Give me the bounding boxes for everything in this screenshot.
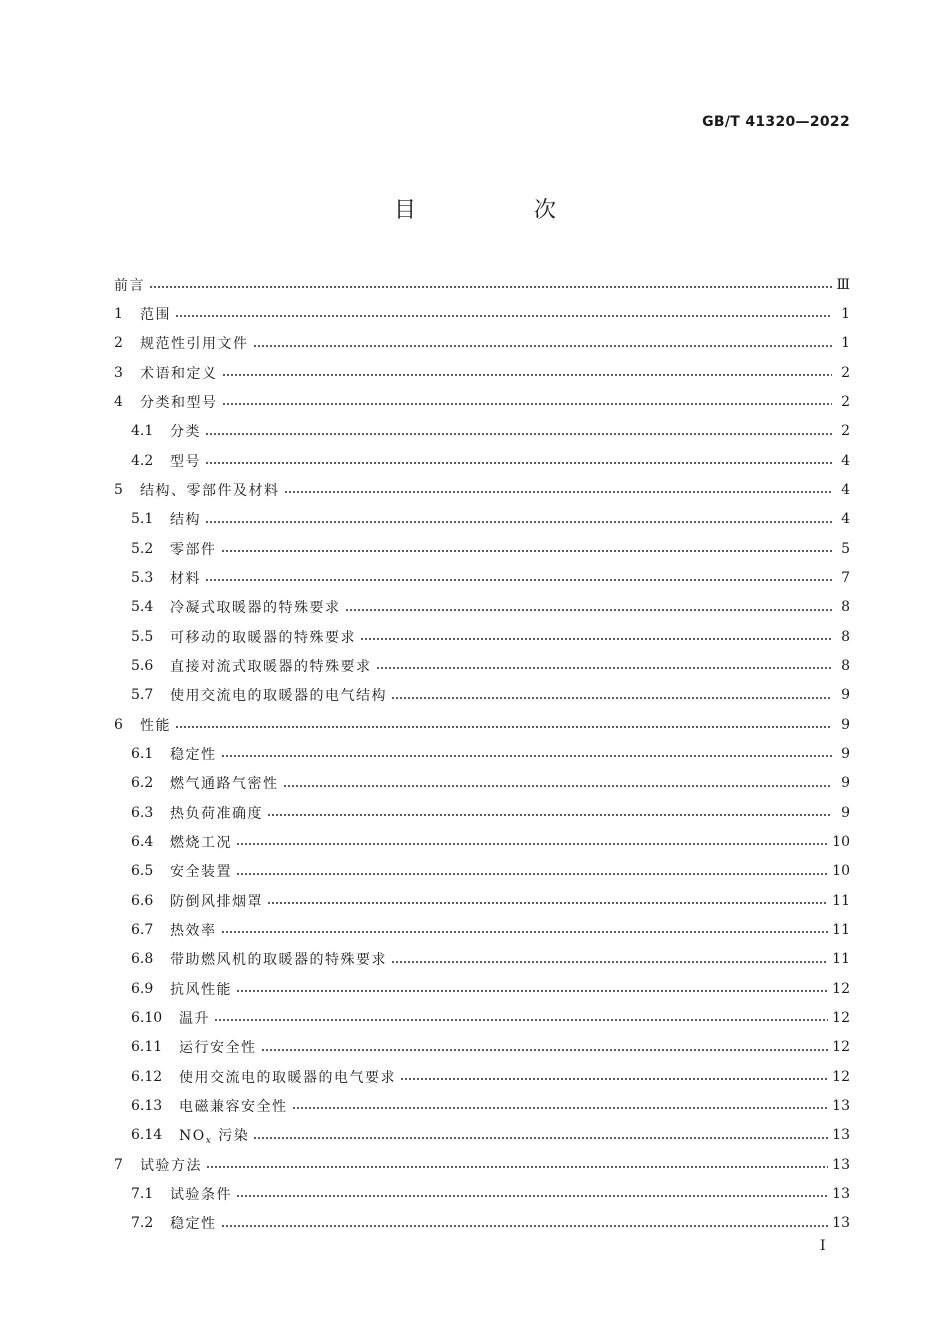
toc-leader-dots <box>205 433 832 435</box>
toc-leader-dots <box>221 1225 829 1227</box>
toc-entry-label-text: 结构 <box>170 512 201 529</box>
toc-leader-dots <box>214 1019 828 1021</box>
toc-entry[interactable] <box>114 563 850 592</box>
toc-entry[interactable] <box>114 417 850 446</box>
toc-entry-page: 13 <box>832 1156 850 1173</box>
toc-entry-label <box>170 568 201 588</box>
toc-entry-label-text: 稳定性 <box>170 1216 217 1233</box>
toc-entry[interactable] <box>114 974 850 1003</box>
toc-entry-page: 11 <box>832 921 850 938</box>
toc-entry-label-text: 稳定性 <box>170 746 217 763</box>
toc-entry-label <box>179 1125 249 1146</box>
toc-entry-label-text: 燃烧工况 <box>170 834 232 851</box>
toc-entry-page: 2 <box>841 393 850 410</box>
toc-entry-number: 5.7 <box>131 687 154 704</box>
toc-entry-label <box>170 539 217 559</box>
toc-entry-number: 2 <box>114 335 123 352</box>
toc-leader-dots <box>345 609 833 611</box>
toc-entry-label <box>179 1067 396 1087</box>
toc-entry-label-text: 试验条件 <box>170 1186 232 1203</box>
toc-entry-label <box>140 392 218 412</box>
toc-leader-dots <box>267 902 828 904</box>
toc-entry-page: 11 <box>832 951 850 968</box>
toc-leader-dots <box>292 1107 829 1109</box>
toc-leader-dots <box>236 990 828 992</box>
toc-entry[interactable] <box>114 505 850 534</box>
toc-entry[interactable] <box>114 358 850 387</box>
toc-entry[interactable] <box>114 1033 850 1062</box>
toc-entry-number: 6 <box>114 716 123 733</box>
toc-entry-label <box>170 891 263 911</box>
toc-entry-page: 8 <box>841 657 850 674</box>
toc-entry-label <box>170 861 232 881</box>
toc-entry-label-subscript: x <box>205 1135 213 1146</box>
toc-entry-label-suffix: 污染 <box>212 1127 250 1144</box>
toc-entry-number: 7.1 <box>131 1185 154 1202</box>
toc-entry-label <box>179 1096 288 1116</box>
toc-entry-label-text: 可移动的取暖器的特殊要求 <box>170 629 356 646</box>
toc-entry-label <box>140 304 171 324</box>
toc-entry-page: 10 <box>832 833 850 850</box>
toc-leader-dots <box>253 1137 828 1139</box>
toc-entry-page: 13 <box>832 1185 850 1202</box>
toc-entry-page: 1 <box>841 305 850 322</box>
toc-entry-number: 6.13 <box>131 1097 163 1114</box>
toc-entry-label <box>179 1008 210 1028</box>
toc-leader-dots <box>376 667 833 669</box>
toc-entry-number: 6.5 <box>131 863 154 880</box>
toc-leader-dots <box>222 374 833 376</box>
toc-entry[interactable] <box>114 1209 850 1238</box>
toc-entry[interactable] <box>114 710 850 739</box>
toc-entry-number: 5.4 <box>131 599 154 616</box>
toc-leader-dots <box>261 1049 829 1051</box>
toc-leader-dots <box>360 638 832 640</box>
toc-entry[interactable] <box>114 387 850 416</box>
toc-entry-page: 4 <box>841 511 850 528</box>
toc-entry-label-text: 防倒风排烟罩 <box>170 893 263 910</box>
toc-entry-label <box>170 920 217 940</box>
toc-leader-dots <box>236 843 828 845</box>
toc-entry[interactable] <box>114 1003 850 1032</box>
toc-entry-label-text: 电磁兼容安全性 <box>179 1098 288 1115</box>
toc-entry-label-text: 前言 <box>114 277 145 294</box>
toc-entry-label <box>170 803 263 823</box>
toc-entry-label-text: 抗风性能 <box>170 981 232 998</box>
toc-entry-number: 6.9 <box>131 980 154 997</box>
toc-entry[interactable] <box>114 1091 850 1120</box>
toc-entry-page: 12 <box>832 1039 850 1056</box>
toc-entry-label-text: 性能 <box>140 717 171 734</box>
toc-leader-dots <box>236 1195 828 1197</box>
toc-entry-page: 13 <box>832 1097 850 1114</box>
toc-leader-dots <box>205 462 832 464</box>
toc-leader-dots <box>221 755 833 757</box>
toc-entry-page: 1 <box>841 335 850 352</box>
toc-entry-label <box>170 685 387 705</box>
toc-entry-number: 5 <box>114 481 123 498</box>
toc-entry-page: 9 <box>841 775 850 792</box>
page-title: 目 次 <box>393 198 604 223</box>
toc-entry-number: 6.12 <box>131 1068 163 1085</box>
toc-leader-dots <box>206 1166 828 1168</box>
toc-entry-label-text: 冷凝式取暖器的特殊要求 <box>170 600 341 617</box>
table-of-contents <box>114 270 850 1238</box>
toc-entry-page: Ⅲ <box>836 276 850 293</box>
toc-leader-dots <box>205 579 832 581</box>
toc-entry-page: 2 <box>841 364 850 381</box>
toc-entry-number: 6.2 <box>131 775 154 792</box>
toc-entry-number: 7.2 <box>131 1215 154 1232</box>
toc-entry-label-text: 燃气通路气密性 <box>170 776 279 793</box>
toc-leader-dots <box>221 550 833 552</box>
page-number: I <box>820 1238 826 1254</box>
toc-entry-label <box>170 509 201 529</box>
toc-entry-label-text: 型号 <box>170 453 201 470</box>
toc-entry-label <box>170 744 217 764</box>
toc-entry[interactable] <box>114 534 850 563</box>
toc-entry-page: 9 <box>841 804 850 821</box>
toc-entry-number: 5.6 <box>131 657 154 674</box>
toc-entry-number: 6.3 <box>131 804 154 821</box>
toc-entry-number: 4.2 <box>131 452 154 469</box>
toc-entry-number: 6.11 <box>131 1039 163 1056</box>
toc-entry[interactable] <box>114 622 850 651</box>
toc-entry-label <box>170 597 341 617</box>
toc-entry-number: 5.5 <box>131 628 154 645</box>
toc-leader-dots <box>391 697 832 699</box>
toc-leader-dots <box>400 1078 828 1080</box>
toc-entry-label <box>114 275 145 295</box>
toc-entry-label-text: 热效率 <box>170 922 217 939</box>
toc-entry-page: 5 <box>841 540 850 557</box>
toc-entry[interactable] <box>114 329 850 358</box>
toc-leader-dots <box>253 345 833 347</box>
toc-leader-dots <box>175 726 832 728</box>
toc-entry-number: 5.1 <box>131 511 154 528</box>
toc-entry-label-text: 规范性引用文件 <box>140 336 249 353</box>
toc-entry-number: 4 <box>114 393 123 410</box>
toc-leader-dots <box>391 961 828 963</box>
toc-entry-number: 7 <box>114 1156 123 1173</box>
toc-entry-label-text: 使用交流电的取暖器的电气要求 <box>179 1069 396 1086</box>
toc-entry-label-text: 范围 <box>140 306 171 323</box>
toc-entry[interactable] <box>114 270 850 299</box>
toc-entry-number: 6.6 <box>131 892 154 909</box>
toc-entry[interactable] <box>114 886 850 915</box>
toc-entry-label-text: 使用交流电的取暖器的电气结构 <box>170 688 387 705</box>
toc-entry-label-text: 热负荷准确度 <box>170 805 263 822</box>
toc-entry-number: 5.2 <box>131 540 154 557</box>
toc-entry-label <box>170 627 356 647</box>
toc-entry-page: 10 <box>832 863 850 880</box>
toc-entry-page: 13 <box>832 1127 850 1144</box>
toc-entry[interactable] <box>114 827 850 856</box>
toc-entry-label <box>140 1155 202 1175</box>
toc-entry-label-text: 温升 <box>179 1010 210 1027</box>
toc-entry-label <box>170 1184 232 1204</box>
toc-entry-label <box>170 1213 217 1233</box>
toc-entry-label <box>170 773 279 793</box>
toc-entry-number: 6.14 <box>131 1127 163 1144</box>
toc-entry[interactable] <box>114 681 850 710</box>
toc-entry-number: 6.1 <box>131 745 154 762</box>
toc-entry-label-text: 结构、零部件及材料 <box>140 482 280 499</box>
toc-entry-label <box>170 451 201 471</box>
toc-entry[interactable] <box>114 798 850 827</box>
toc-entry[interactable] <box>114 651 850 680</box>
toc-entry-page: 9 <box>841 745 850 762</box>
toc-entry-label-text: 零部件 <box>170 541 217 558</box>
toc-entry-number: 1 <box>114 305 123 322</box>
toc-entry-page: 8 <box>841 628 850 645</box>
toc-entry-label <box>140 715 171 735</box>
toc-entry-number: 5.3 <box>131 569 154 586</box>
toc-leader-dots <box>283 785 833 787</box>
toc-entry-label-text: 材料 <box>170 570 201 587</box>
toc-entry-page: 4 <box>841 452 850 469</box>
toc-entry-label <box>170 979 232 999</box>
toc-entry[interactable] <box>114 446 850 475</box>
toc-leader-dots <box>236 873 828 875</box>
toc-leader-dots <box>175 315 832 317</box>
toc-entry-label <box>170 949 387 969</box>
toc-entry-page: 12 <box>832 1009 850 1026</box>
toc-leader-dots <box>205 521 832 523</box>
toc-entry[interactable] <box>114 593 850 622</box>
toc-entry-label <box>179 1037 257 1057</box>
toc-entry-page: 2 <box>841 423 850 440</box>
toc-entry-number: 3 <box>114 364 123 381</box>
toc-entry[interactable] <box>114 1062 850 1091</box>
toc-entry-label-text: 运行安全性 <box>179 1040 257 1057</box>
toc-entry-label-text: 试验方法 <box>140 1157 202 1174</box>
toc-leader-dots <box>222 403 833 405</box>
toc-entry-label-text: 分类 <box>170 424 201 441</box>
toc-entry-number: 4.1 <box>131 423 154 440</box>
toc-entry-number: 6.7 <box>131 921 154 938</box>
toc-entry[interactable] <box>114 299 850 328</box>
toc-entry-page: 13 <box>832 1215 850 1232</box>
toc-entry-label <box>170 421 201 441</box>
toc-entry-label-text: 直接对流式取暖器的特殊要求 <box>170 658 372 675</box>
standard-code: GB/T 41320—2022 <box>702 114 850 130</box>
toc-entry-page: 11 <box>832 892 850 909</box>
toc-entry-page: 9 <box>841 687 850 704</box>
toc-entry[interactable] <box>114 769 850 798</box>
toc-entry-label <box>170 656 372 676</box>
toc-entry-number: 6.10 <box>131 1009 163 1026</box>
toc-entry-page: 12 <box>832 1068 850 1085</box>
toc-entry[interactable] <box>114 945 850 974</box>
toc-entry-label <box>170 832 232 852</box>
toc-entry-number: 6.4 <box>131 833 154 850</box>
toc-entry-label-text: 分类和型号 <box>140 394 218 411</box>
toc-leader-dots <box>267 814 832 816</box>
toc-entry[interactable] <box>114 739 850 768</box>
toc-entry-page: 4 <box>841 481 850 498</box>
toc-entry-number: 6.8 <box>131 951 154 968</box>
toc-entry[interactable] <box>114 475 850 504</box>
toc-entry-label-text: 带助燃风机的取暖器的特殊要求 <box>170 952 387 969</box>
toc-entry[interactable] <box>114 915 850 944</box>
toc-entry-label-text: 术语和定义 <box>140 365 218 382</box>
toc-entry-label-text: NO <box>179 1127 206 1144</box>
toc-entry[interactable] <box>114 1179 850 1208</box>
toc-entry-label <box>140 363 218 383</box>
toc-leader-dots <box>221 931 829 933</box>
toc-leader-dots <box>149 286 832 288</box>
toc-leader-dots <box>284 491 833 493</box>
toc-entry[interactable] <box>114 1121 850 1150</box>
toc-entry[interactable] <box>114 857 850 886</box>
toc-entry-label-text: 安全装置 <box>170 864 232 881</box>
toc-entry-label <box>140 333 249 353</box>
toc-entry-page: 12 <box>832 980 850 997</box>
toc-entry-page: 7 <box>841 569 850 586</box>
toc-entry-page: 9 <box>841 716 850 733</box>
toc-entry[interactable] <box>114 1150 850 1179</box>
toc-entry-label <box>140 480 280 500</box>
toc-entry-page: 8 <box>841 599 850 616</box>
